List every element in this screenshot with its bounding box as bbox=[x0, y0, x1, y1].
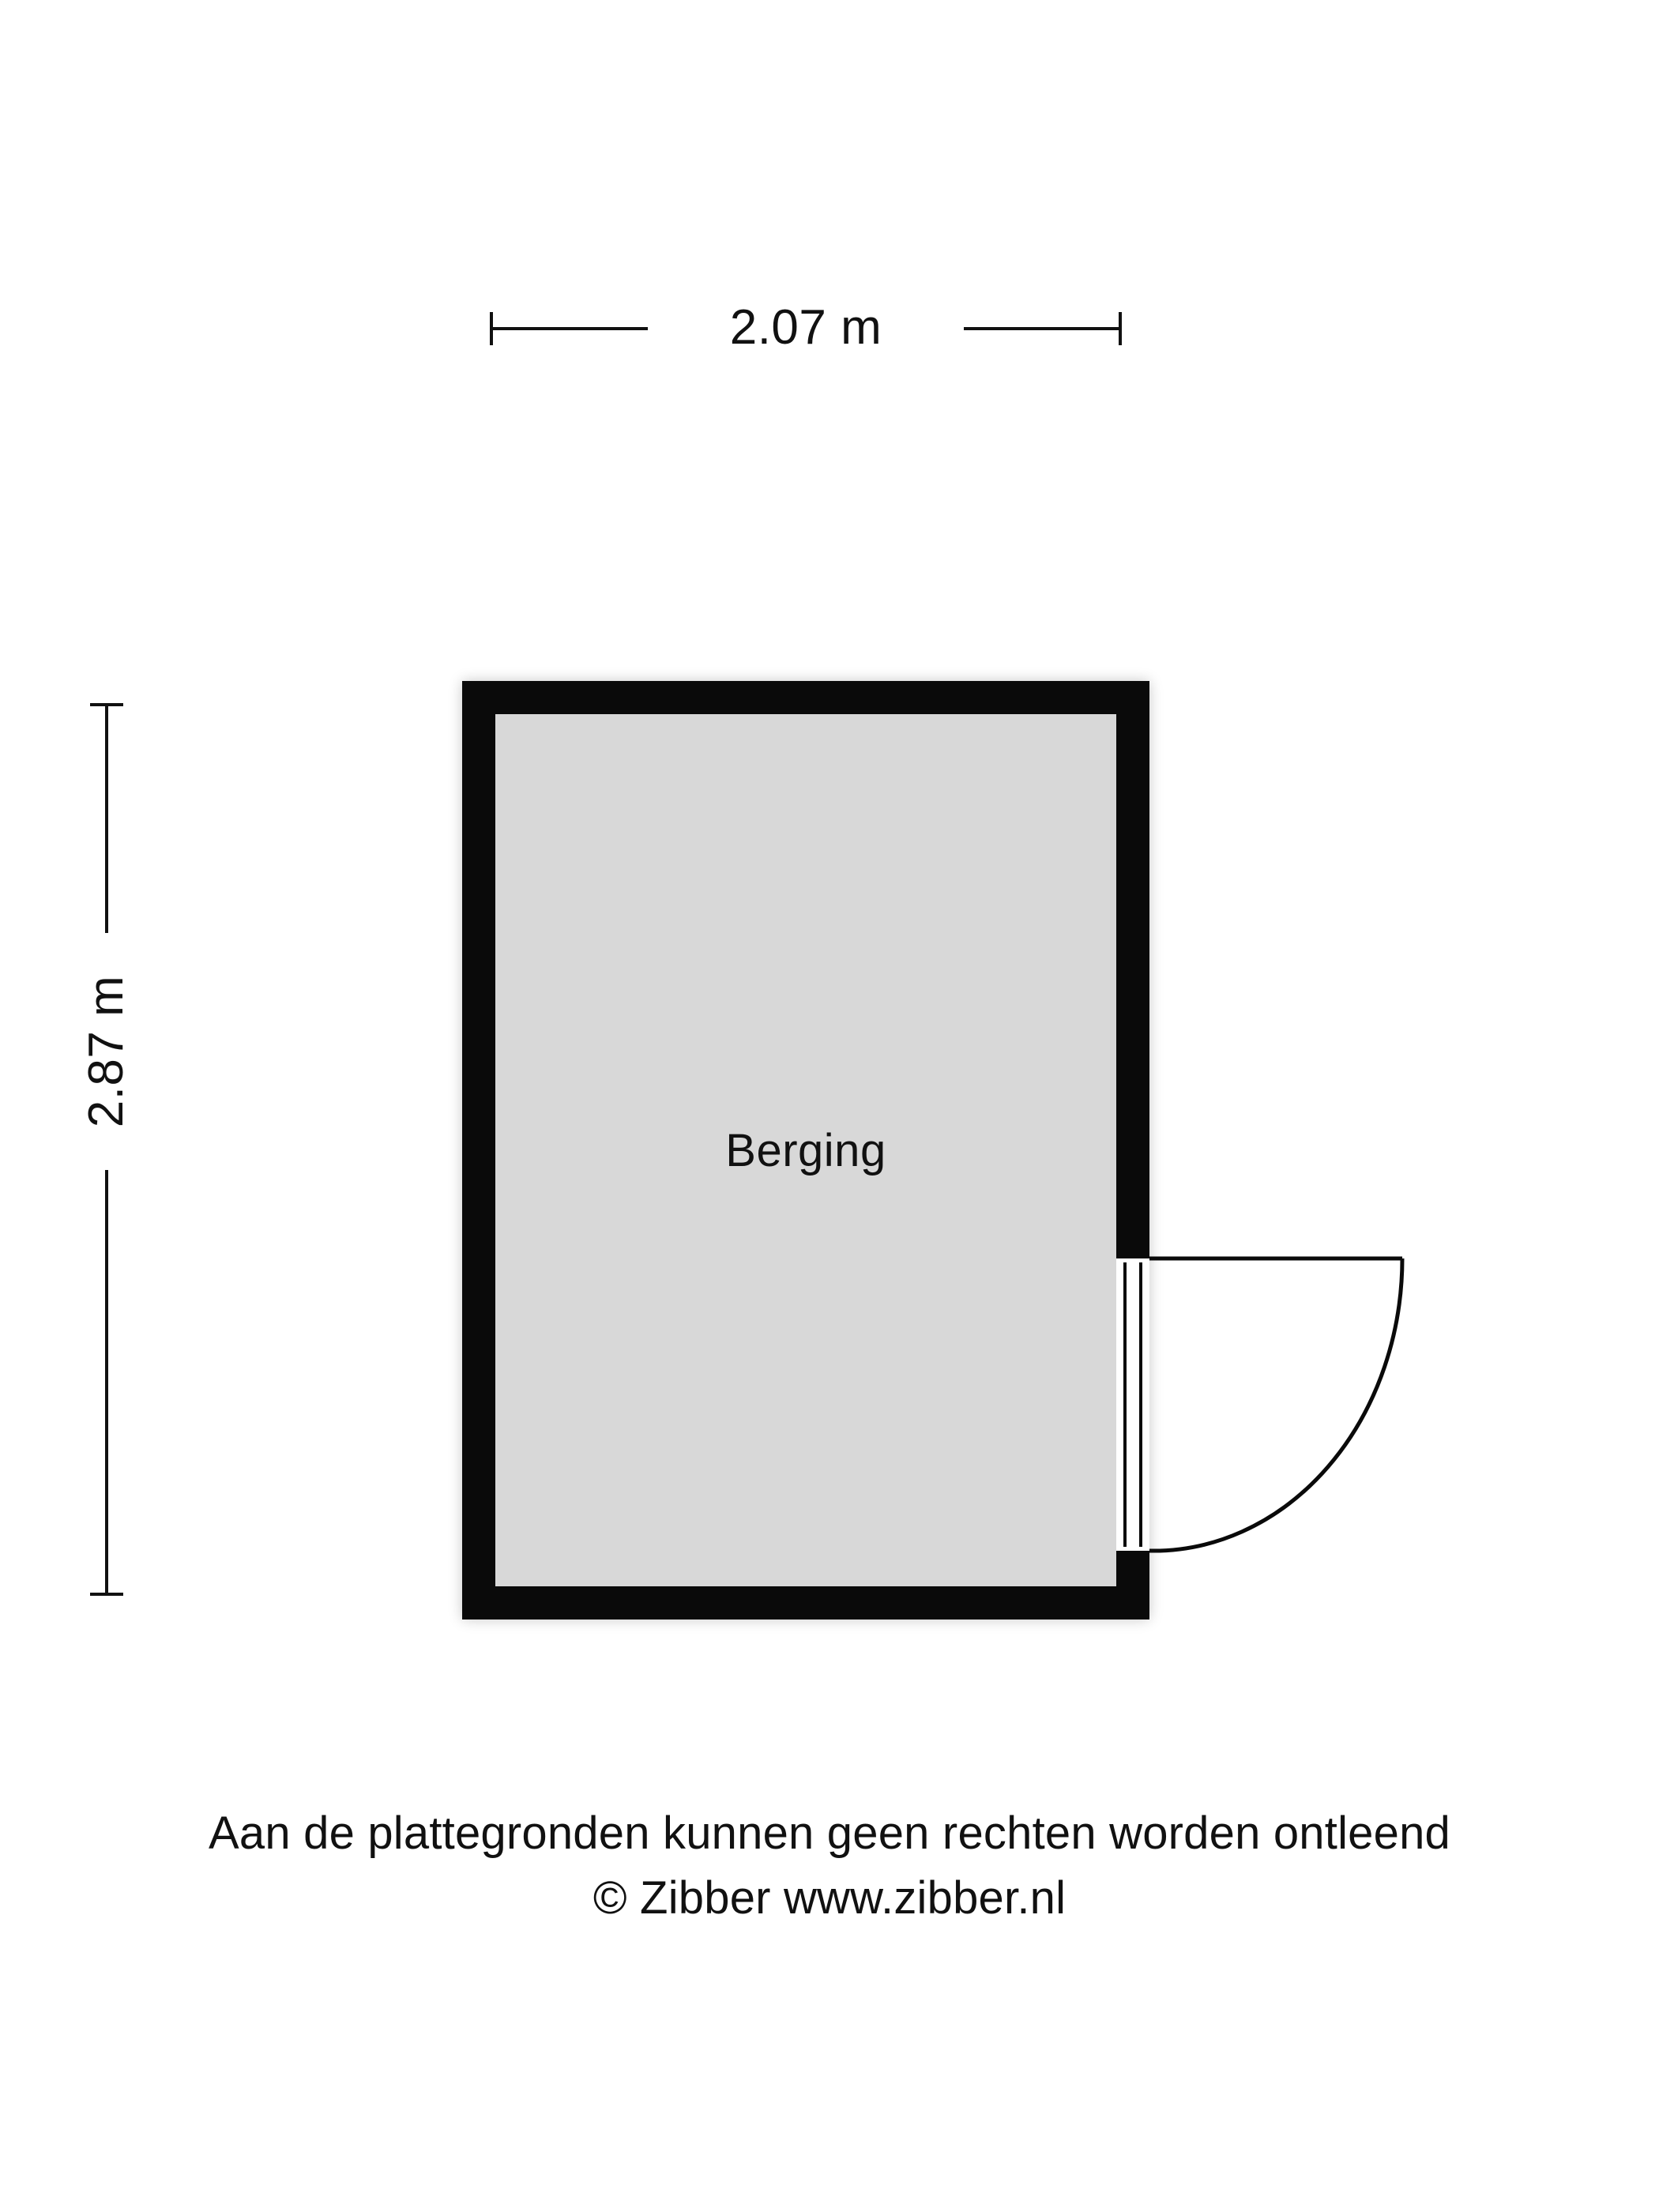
footer-copyright: © Zibber www.zibber.nl bbox=[592, 1872, 1066, 1924]
dimension-width-cap-right bbox=[1119, 312, 1122, 345]
dimension-height bbox=[79, 703, 150, 1596]
room-label: Berging bbox=[725, 1125, 886, 1176]
footer-disclaimer: Aan de plattegronden kunnen geen rechten worden ontleend bbox=[209, 1808, 1450, 1859]
dimension-width-label: 2.07 m bbox=[729, 300, 882, 355]
dimension-width-label-backdrop bbox=[648, 292, 964, 364]
door-opening bbox=[1116, 1255, 1149, 1555]
dimension-height-cap-bottom bbox=[90, 1593, 123, 1596]
dimension-width-cap-left bbox=[490, 312, 493, 345]
door-frame-line-inner bbox=[1123, 1262, 1127, 1547]
door-frame-line-outer bbox=[1139, 1262, 1142, 1547]
dimension-width bbox=[490, 300, 1122, 356]
door-swing-icon bbox=[1149, 1255, 1410, 1555]
room-berging bbox=[462, 681, 1149, 1620]
dimension-height-label: 2.87 m bbox=[79, 975, 134, 1128]
dimension-height-label-backdrop bbox=[70, 933, 143, 1170]
footer bbox=[0, 1801, 1659, 1931]
dimension-height-cap-top bbox=[90, 703, 123, 706]
